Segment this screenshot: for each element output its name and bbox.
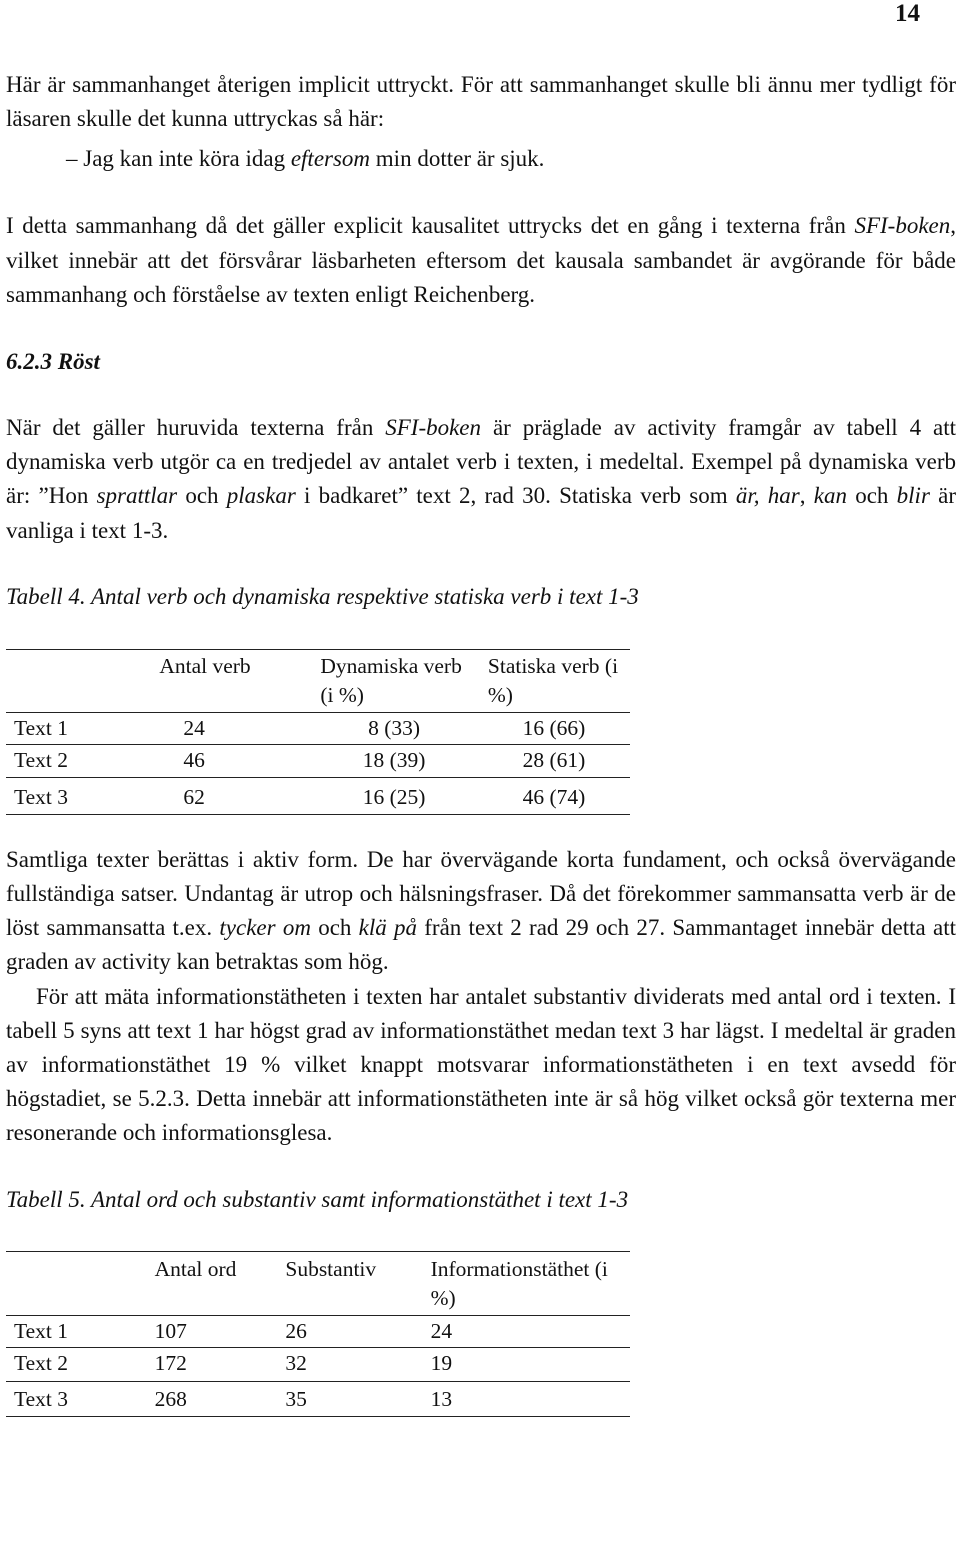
table-header-cell: Dynamiska verb (i %) xyxy=(310,649,478,712)
table-header-cell xyxy=(6,649,147,712)
table-cell: 26 xyxy=(285,1315,430,1347)
text-run: är präglade av activity framgår av tabell 4 att dynamiska verb utgör ca en tredjedel av antalet verb i texten, i medeltal. Exempel på dynamiska verb är: ”Hon xyxy=(6,415,956,509)
table4-caption: Tabell 4. Antal verb och dynamiska respektive statiska verb i text 1-3 xyxy=(6,583,639,609)
table-header-cell: Antal verb xyxy=(147,649,310,712)
page-number: 14 xyxy=(895,0,920,27)
table-row xyxy=(6,1381,630,1416)
table-cell: Text 3 xyxy=(6,777,147,814)
table-cell: 32 xyxy=(285,1347,430,1381)
table5-caption: Tabell 5. Antal ord och substantiv samt informationstäthet i text 1-3 xyxy=(6,1186,629,1212)
table-cell: 8 (33) xyxy=(310,712,478,744)
example-prefix: – Jag kan inte köra idag xyxy=(66,146,291,172)
table-header-row xyxy=(6,1251,630,1315)
paragraph-implicit-context: Här är sammanhanget återigen implicit uttryckt. För att sammanhanget skulle bli ännu mer tydligt för läsaren skulle det kunna uttryckas så här: xyxy=(6,72,956,132)
compound-verb: tycker om xyxy=(219,915,311,941)
table-cell: 107 xyxy=(151,1315,286,1347)
table-header-cell xyxy=(6,1251,151,1315)
text-run: och xyxy=(846,483,897,509)
table-cell: 16 (66) xyxy=(478,712,630,744)
paragraph-causality xyxy=(6,209,956,312)
text-run: och xyxy=(310,915,359,941)
example-emphasis: eftersom xyxy=(290,146,371,172)
table-verbs xyxy=(6,649,630,815)
table-row xyxy=(6,777,630,814)
table-header-row xyxy=(6,649,630,712)
table-cell: Text 2 xyxy=(6,1347,151,1381)
table-cell: 24 xyxy=(431,1315,630,1347)
table-cell: 46 (74) xyxy=(478,777,630,814)
text-run: är vanliga i text 1-3. xyxy=(6,483,957,543)
table-cell: 16 (25) xyxy=(310,777,478,814)
table-cell: 13 xyxy=(431,1381,630,1416)
text-run: När det gäller huruvida texterna från xyxy=(6,415,386,441)
table-row xyxy=(6,744,630,777)
table-cell: 24 xyxy=(147,712,310,744)
book-title: SFI-boken xyxy=(385,415,482,441)
example-verb: plaskar xyxy=(226,483,296,509)
table-cell: Text 2 xyxy=(6,744,147,777)
table-header-cell: Substantiv xyxy=(285,1251,430,1315)
example-verb: sprattlar xyxy=(96,483,178,509)
text-run: i badkaret” text 2, rad 30. Statiska verb som xyxy=(295,483,736,509)
text-run: , xyxy=(799,483,814,509)
table-cell: 268 xyxy=(151,1381,286,1416)
example-verb: är, har xyxy=(735,483,800,509)
example-verb: kan xyxy=(813,483,847,509)
compound-verb: klä på xyxy=(358,915,418,941)
example-verb: blir xyxy=(896,483,930,509)
table-cell: 28 (61) xyxy=(478,744,630,777)
table-cell: 172 xyxy=(151,1347,286,1381)
text-run: från text 2 rad 29 och 27. Sammantaget innebär detta att graden av activity kan betraktas som hög. xyxy=(6,915,956,975)
text-run: I detta sammanhang då det gäller explicit kausalitet uttrycks det en gång i texterna från xyxy=(6,213,855,239)
example-suffix: min dotter är sjuk. xyxy=(370,146,545,172)
table-row xyxy=(6,712,630,744)
table-information-density xyxy=(6,1251,630,1417)
table-header-cell: Antal ord xyxy=(151,1251,286,1315)
table-header-cell: Informationstäthet (i %) xyxy=(431,1251,630,1315)
paragraph-information-density: För att mäta informationstätheten i texten har antalet substantiv dividerats med antal ord i texten. I tabell 5 syns att text 1 har högst grad av informationstäthet medan text 3 har lägst. I medeltal är graden av informationstäthet 19 % vilket knappt motsvarar informationstätheten i en text avsedd för högstadiet, se 5.2.3. Detta innebär att informationstätheten inte är så hög vilket också gör texterna mer resonerande och informationsglesa. xyxy=(6,983,956,1146)
text-run: och xyxy=(177,483,227,509)
table-cell: 35 xyxy=(285,1381,430,1416)
text-run: Samtliga texter berättas i aktiv form. De har övervägande korta fundament, och också övervägande fullständiga satser. Undantag är utrop och hälsningsfraser. Då det förekommer sammansatta verb är de löst sammansatta t.ex. xyxy=(6,846,956,941)
table-cell: 46 xyxy=(147,744,310,777)
table-cell: 62 xyxy=(147,777,310,814)
table-cell: Text 3 xyxy=(6,1381,151,1416)
table-cell: Text 1 xyxy=(6,1315,151,1347)
paragraph-active-form xyxy=(6,843,956,980)
section-heading: 6.2.3 Röst xyxy=(6,349,100,375)
table-row xyxy=(6,1315,630,1347)
table-cell: Text 1 xyxy=(6,712,147,744)
book-title: SFI-boken xyxy=(854,213,951,239)
paragraph-activity xyxy=(6,411,956,548)
table-cell: 19 xyxy=(431,1347,630,1381)
table-row xyxy=(6,1347,630,1381)
text-run: , vilket innebär att det försvårar läsbarheten eftersom det kausala sambandet är avgörande för både sammanhang och förståelse av texten enligt Reichenberg. xyxy=(6,213,956,307)
example-sentence xyxy=(6,142,956,176)
table-cell: 18 (39) xyxy=(310,744,478,777)
table-header-cell: Statiska verb (i %) xyxy=(478,649,630,712)
document-body xyxy=(6,68,956,1417)
